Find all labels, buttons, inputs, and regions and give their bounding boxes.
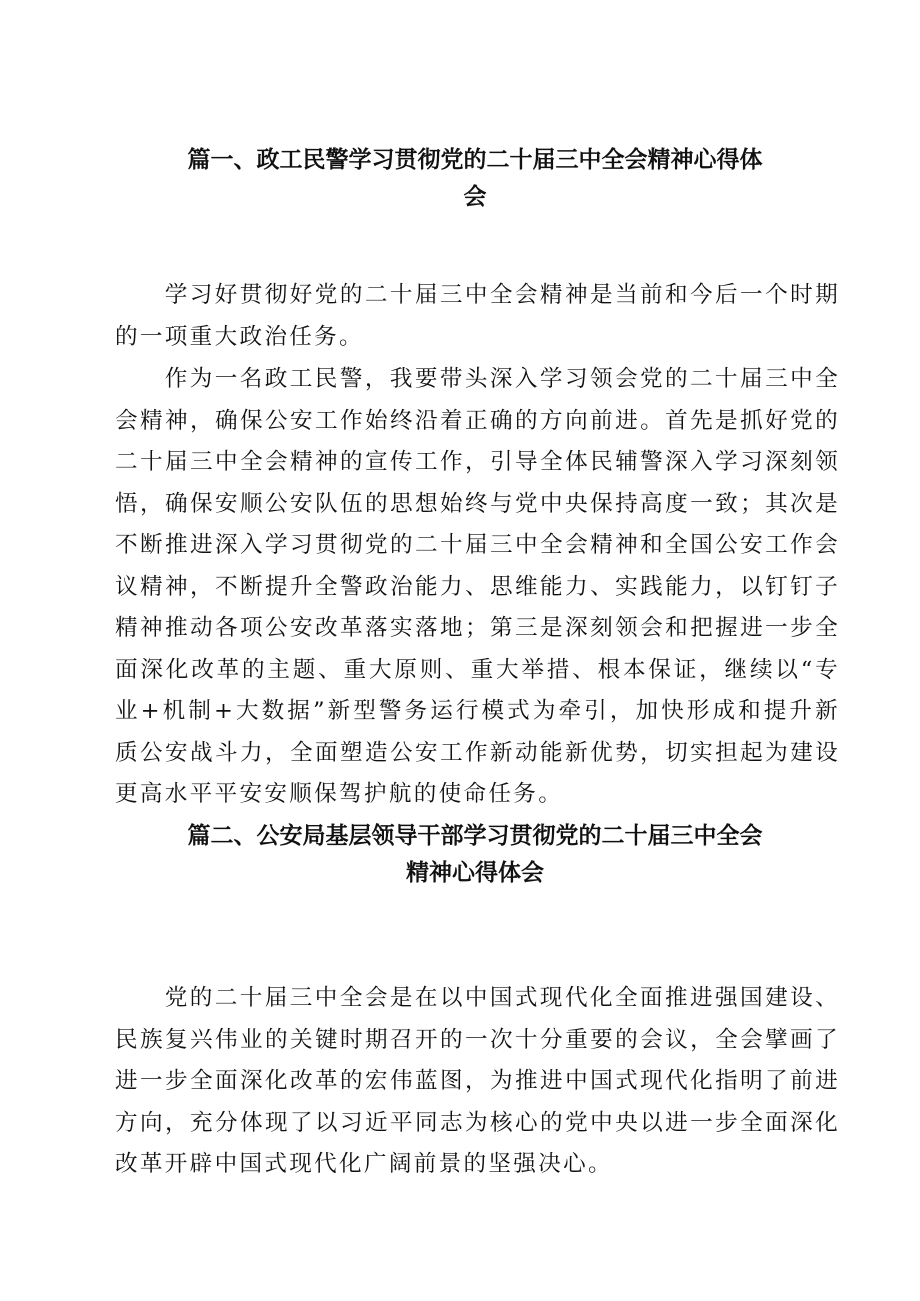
section1-paragraph-1: 学习好贯彻好党的二十届三中全会精神是当前和今后一个时期的一项重大政治任务。 [115,282,840,350]
section2-paragraph-1: 党的二十届三中全会是在以中国式现代化全面推进强国建设、民族复兴伟业的关键时期召开的一次十分重要的会议，全会擘画了进一步全面深化改革的宏伟蓝图，为推进中国式现代化指明了前进方向，充分体现了以习近平同志为核心的党中央以进一步全面深化改革开辟中国式现代化广阔前景的坚强决心。 [115,985,840,1177]
section1-title-line2: 会 [463,184,487,210]
section2-title [120,818,830,892]
section1-paragraph-2: 作为一名政工民警，我要带头深入学习领会党的二十届三中全会精神，确保公安工作始终沿着正确的方向前进。首先是抓好党的二十届三中全会精神的宣传工作，引导全体民辅警深入学习深刻领悟，确保安顺公安队伍的思想始终与党中央保持高度一致；其次是不断推进深入学习贯彻党的二十届三中全会精神和全国公安工作会议精神，不断提升全警政治能力、思维能力、实践能力，以钉钉子精神推动各项公安改革落实落地；第三是深刻领会和把握进一步全面深化改革的主题、重大原则、重大举措、根本保证，继续以“专业+机制+大数据”新型警务运行模式为牵引，加快形成和提升新质公安战斗力，全面塑造公安工作新动能新优势，切实担起为建设更高水平平安安顺保驾护航的使命任务。 [115,366,840,807]
section2-title-line2: 精神心得体会 [406,860,544,886]
section2-title-line1: 篇二、公安局基层领导干部学习贯彻党的二十届三中全会 [187,823,763,849]
section1-title [120,142,830,216]
section1-title-line1: 篇一、政工民警学习贯彻党的二十届三中全会精神心得体 [187,147,763,173]
